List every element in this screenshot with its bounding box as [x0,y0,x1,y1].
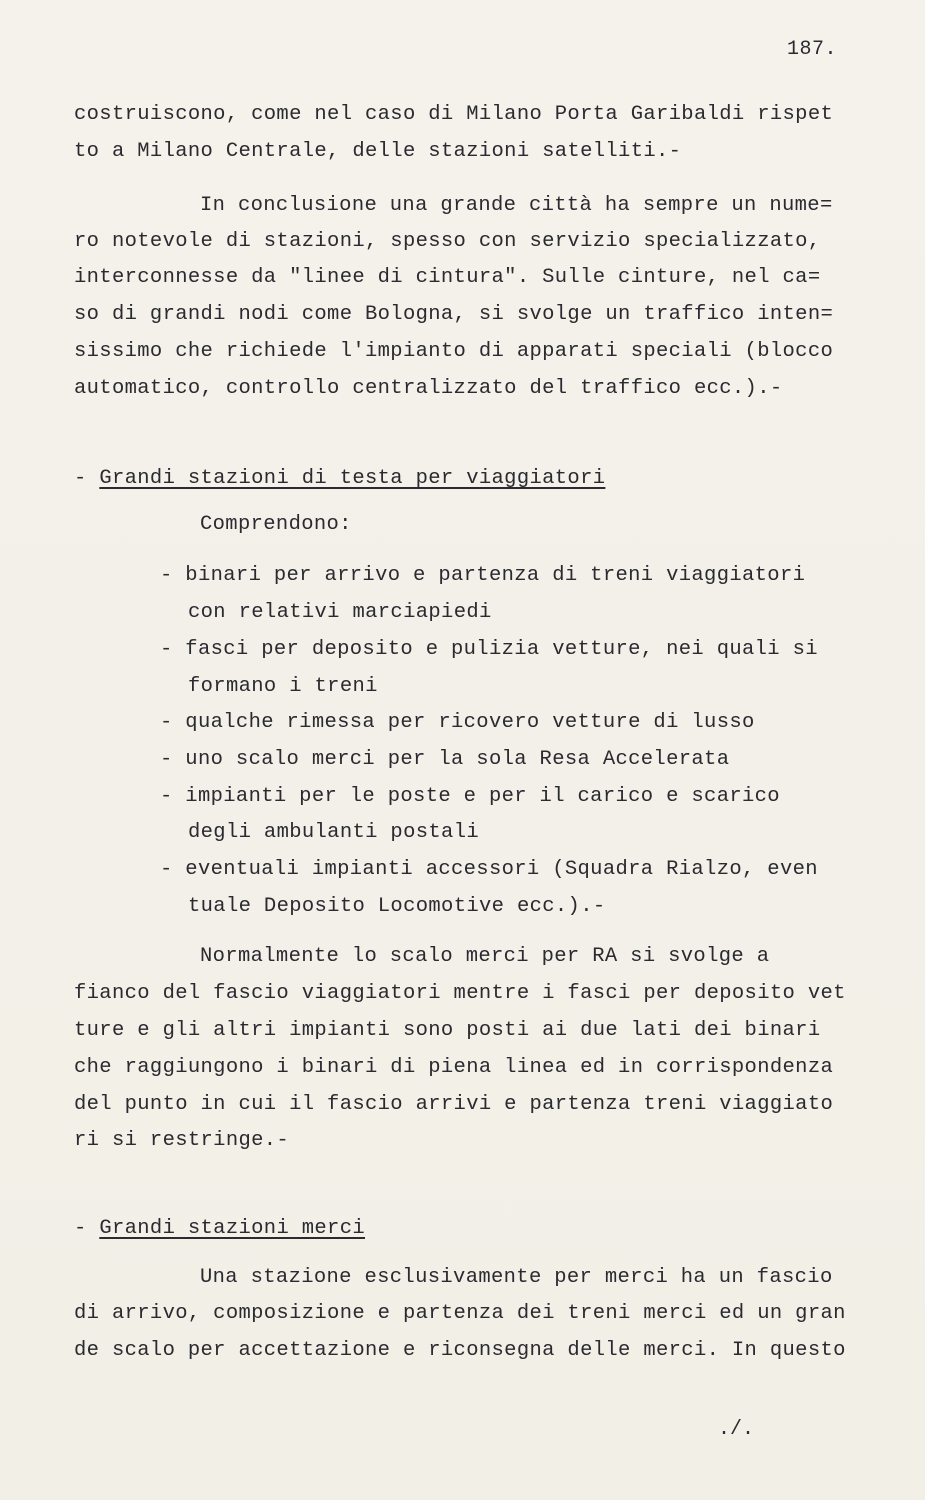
section-heading-text: Grandi stazioni merci [99,1217,366,1240]
continuation-mark: ./. [718,1418,755,1441]
list-item: - qualche rimessa per ricovero vetture di lusso [160,711,755,734]
list-item-continuation: formano i treni [188,675,378,698]
paragraph-line: che raggiungono i binari di piena linea ed in corrispondenza [74,1056,834,1079]
section-intro: Comprendono: [200,513,352,536]
paragraph-line: automatico, controllo centralizzato del traffico ecc.).- [74,377,783,400]
paragraph-line: sissimo che richiede l'impianto di apparati speciali (blocco [74,340,834,363]
list-item: - eventuali impianti accessori (Squadra Rialzo, even [160,858,818,881]
paragraph-line: ture e gli altri impianti sono posti ai due lati dei binari [74,1019,821,1042]
list-item: - binari per arrivo e partenza di treni viaggiatori [160,564,806,587]
list-item: - impianti per le poste e per il carico e scarico [160,785,780,808]
list-item-continuation: degli ambulanti postali [188,821,479,844]
list-item-continuation: con relativi marciapiedi [188,601,492,624]
section-heading-text: Grandi stazioni di testa per viaggiatori [99,467,606,490]
page-number: 187. [787,38,838,61]
paragraph-line: to a Milano Centrale, delle stazioni satelliti.- [74,140,682,163]
section-heading [74,1217,365,1241]
paragraph-line: Normalmente lo scalo merci per RA si svolge a [200,945,770,968]
heading-dash: - [74,467,100,490]
heading-dash: - [74,1217,100,1240]
section-heading [74,467,605,491]
paragraph-line: del punto in cui il fascio arrivi e partenza treni viaggiato [74,1093,834,1116]
paragraph-line: Una stazione esclusivamente per merci ha un fascio [200,1266,833,1289]
paragraph-line: di arrivo, composizione e partenza dei treni merci ed un gran [74,1302,846,1325]
paragraph-line: ri si restringe.- [74,1129,290,1152]
list-item: - fasci per deposito e pulizia vetture, nei quali si [160,638,818,661]
paragraph-line: de scalo per accettazione e riconsegna delle merci. In questo [74,1339,846,1362]
paragraph-line: costruiscono, come nel caso di Milano Porta Garibaldi rispet [74,103,834,126]
paragraph-line: ro notevole di stazioni, spesso con servizio specializzato, [74,230,821,253]
paragraph-line: interconnesse da "linee di cintura". Sulle cinture, nel ca= [74,266,821,289]
list-item: - uno scalo merci per la sola Resa Accelerata [160,748,730,771]
paragraph-line: In conclusione una grande città ha sempre un nume= [200,194,833,217]
paragraph-line: so di grandi nodi come Bologna, si svolge un traffico inten= [74,303,834,326]
list-item-continuation: tuale Deposito Locomotive ecc.).- [188,895,606,918]
paragraph-line: fianco del fascio viaggiatori mentre i fasci per deposito vet [74,982,846,1005]
